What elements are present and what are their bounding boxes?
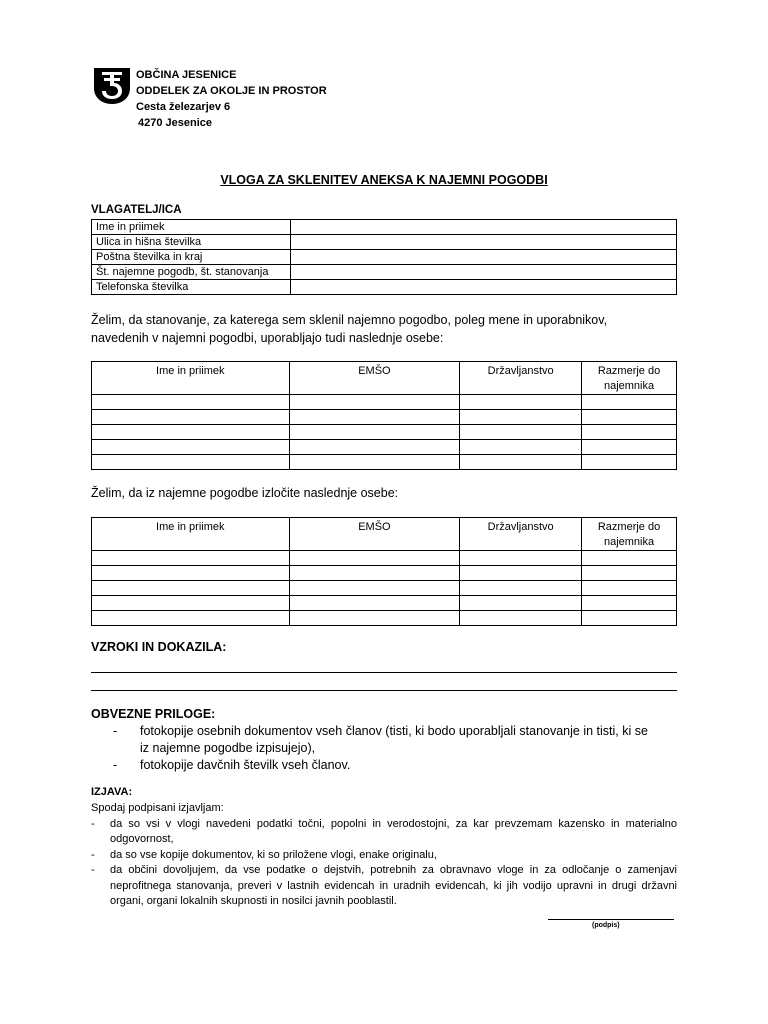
paragraph-line: Želim, da stanovanje, za katerega sem sklenil najemno pogodbo, poleg mene in uporabnikov,	[91, 313, 608, 327]
city-address: 4270 Jesenice	[138, 117, 213, 129]
table-cell[interactable]	[460, 455, 582, 470]
table-row	[92, 395, 677, 410]
table-cell[interactable]	[460, 596, 582, 611]
paragraph-line: navedenih v najemni pogodbi, uporabljajo tudi naslednje osebe:	[91, 331, 444, 345]
table-cell[interactable]	[582, 425, 677, 440]
document-title: VLOGA ZA SKLENITEV ANEKSA K NAJEMNI POGODBI	[220, 173, 548, 187]
add-persons-table	[91, 361, 677, 470]
list-dash: -	[91, 864, 95, 876]
table-cell[interactable]	[460, 551, 582, 566]
field-label: Ime in priimek	[92, 220, 291, 235]
list-dash: -	[113, 724, 118, 738]
list-item	[91, 863, 677, 910]
table-cell[interactable]	[582, 410, 677, 425]
table-cell[interactable]	[582, 455, 677, 470]
table-row	[92, 280, 677, 295]
table-row	[92, 566, 677, 581]
statement-body	[91, 801, 677, 910]
table-row	[92, 235, 677, 250]
statement-list	[91, 817, 677, 910]
remove-persons-table	[91, 517, 677, 626]
table-row	[92, 410, 677, 425]
table-cell[interactable]	[92, 551, 290, 566]
list-dash: -	[91, 817, 95, 830]
list-item	[91, 848, 677, 864]
list-item	[91, 757, 677, 774]
reasons-line-1[interactable]	[91, 672, 677, 673]
table-row	[92, 250, 677, 265]
list-dash: -	[113, 758, 118, 772]
table-cell[interactable]	[582, 581, 677, 596]
field-value-cell[interactable]	[291, 265, 677, 280]
list-item-text: iz najemne pogodbe izpisujejo),	[140, 741, 316, 755]
list-item	[91, 723, 677, 757]
col-header-citizenship: Državljanstvo	[460, 362, 582, 395]
statement-intro: Spodaj podpisani izjavljam:	[91, 802, 224, 814]
table-cell[interactable]	[582, 440, 677, 455]
table-cell[interactable]	[92, 440, 290, 455]
table-cell[interactable]	[460, 566, 582, 581]
table-row	[92, 265, 677, 280]
attachments-list	[91, 723, 677, 774]
table-cell[interactable]	[460, 395, 582, 410]
col-header-name: Ime in priimek	[92, 362, 290, 395]
table-header-row	[92, 518, 677, 551]
table-cell[interactable]	[460, 410, 582, 425]
table-cell[interactable]	[92, 581, 290, 596]
table-cell[interactable]	[460, 425, 582, 440]
relation-line: Razmerje do	[597, 521, 661, 533]
table-cell[interactable]	[289, 551, 460, 566]
signature-label: (podpis)	[592, 922, 620, 929]
field-value-cell[interactable]	[291, 220, 677, 235]
table-cell[interactable]	[92, 395, 290, 410]
table-cell[interactable]	[582, 551, 677, 566]
field-label: Telefonska številka	[92, 280, 291, 295]
list-dash: -	[91, 848, 95, 861]
table-cell[interactable]	[289, 410, 460, 425]
table-cell[interactable]	[460, 440, 582, 455]
table-row	[92, 551, 677, 566]
field-label: Poštna številka in kraj	[92, 250, 291, 265]
col-header-emso: EMŠO	[289, 518, 460, 551]
reasons-heading: VZROKI IN DOKAZILA:	[91, 640, 227, 654]
table-cell[interactable]	[289, 395, 460, 410]
table-cell[interactable]	[289, 455, 460, 470]
col-header-citizenship: Državljanstvo	[460, 518, 582, 551]
applicant-table	[91, 219, 677, 295]
street-address: Cesta železarjev 6	[136, 101, 231, 113]
attachments-heading: OBVEZNE PRILOGE:	[91, 707, 216, 721]
table-cell[interactable]	[92, 611, 290, 626]
org-name: OBČINA JESENICE	[136, 69, 237, 81]
list-item	[91, 817, 677, 848]
col-header-name: Ime in priimek	[92, 518, 290, 551]
table-cell[interactable]	[460, 611, 582, 626]
signature-line[interactable]	[548, 919, 674, 920]
header-address	[136, 67, 327, 131]
table-cell[interactable]	[92, 410, 290, 425]
field-value-cell[interactable]	[291, 280, 677, 295]
table-row	[92, 455, 677, 470]
add-persons-paragraph	[91, 311, 607, 347]
reasons-line-2[interactable]	[91, 690, 677, 691]
table-row	[92, 440, 677, 455]
table-cell[interactable]	[289, 611, 460, 626]
table-row	[92, 611, 677, 626]
table-header-row	[92, 362, 677, 395]
table-cell[interactable]	[582, 596, 677, 611]
col-header-emso: EMŠO	[289, 362, 460, 395]
table-row	[92, 596, 677, 611]
relation-line: najemnika	[603, 380, 655, 392]
department-name: ODDELEK ZA OKOLJE IN PROSTOR	[136, 85, 327, 97]
table-cell[interactable]	[289, 581, 460, 596]
table-cell[interactable]	[92, 455, 290, 470]
table-cell[interactable]	[289, 425, 460, 440]
table-row	[92, 581, 677, 596]
table-row	[92, 425, 677, 440]
table-cell[interactable]	[582, 395, 677, 410]
list-item-text: da so vse kopije dokumentov, ki so priložene vlogi, enake originalu,	[110, 848, 437, 861]
relation-line: najemnika	[603, 536, 655, 548]
field-label: Ulica in hišna številka	[92, 235, 291, 250]
applicant-heading: VLAGATELJ/ICA	[91, 204, 182, 216]
table-cell[interactable]	[92, 596, 290, 611]
list-item-text: da so vsi v vlogi navedeni podatki točni, popolni in verodostojni, za kar prevzemam kazensko in materialno odgovornost,	[110, 817, 677, 845]
remove-persons-paragraph: Želim, da iz najemne pogodbe izločite naslednje osebe:	[91, 486, 399, 500]
field-value-cell[interactable]	[291, 235, 677, 250]
table-cell[interactable]	[582, 566, 677, 581]
field-label: Št. najemne pogodb, št. stanovanja	[92, 265, 291, 280]
table-cell[interactable]	[92, 425, 290, 440]
table-cell[interactable]	[460, 581, 582, 596]
table-cell[interactable]	[289, 596, 460, 611]
list-item-text: fotokopije davčnih številk vseh članov.	[140, 758, 351, 772]
list-item-text: da občini dovoljujem, da vse podatke o dejstvih, potrebnih za obravnavo vloge in za odločanje o zamenjavi neprofitnega stanovanja, preveri v lastnih evidencah in uradnih evidencah, ki jih vodijo upravni in drugi državni organi, organi lokalnih skupnosti in nosilci javnih pooblastil.	[110, 864, 677, 907]
table-cell[interactable]	[289, 566, 460, 581]
list-item-text: fotokopije osebnih dokumentov vseh članov (tisti, ki bodo uporabljali stanovanje in tisti, ki se	[140, 724, 648, 738]
municipality-logo-icon	[92, 66, 132, 106]
statement-heading: IZJAVA:	[91, 786, 133, 798]
table-row	[92, 220, 677, 235]
field-value-cell[interactable]	[291, 250, 677, 265]
relation-line: Razmerje do	[597, 365, 661, 377]
table-cell[interactable]	[92, 566, 290, 581]
col-header-relation	[582, 362, 677, 395]
col-header-relation	[582, 518, 677, 551]
table-cell[interactable]	[582, 611, 677, 626]
table-cell[interactable]	[289, 440, 460, 455]
